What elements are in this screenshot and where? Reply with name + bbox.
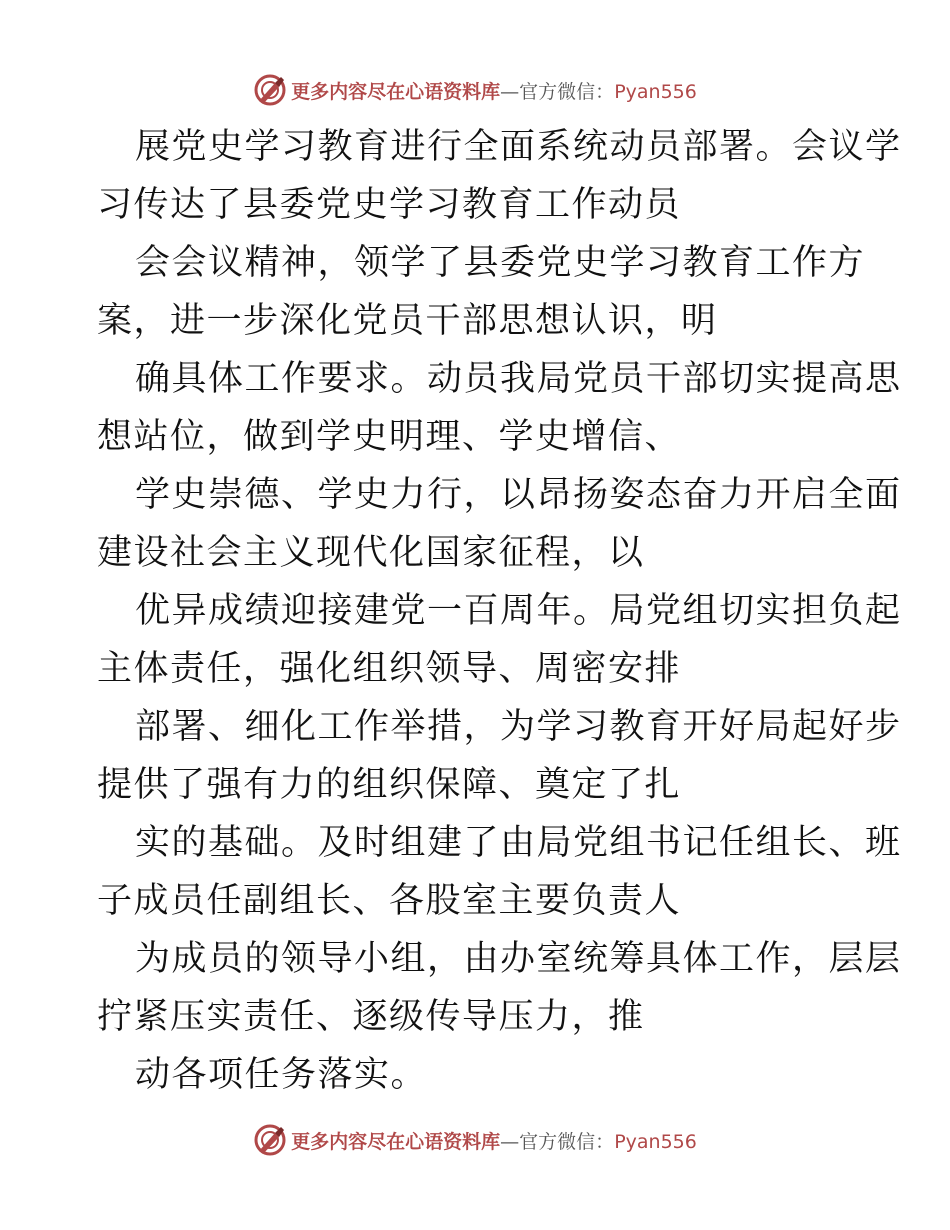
banner-wechat-id: Pyan556 [614, 80, 697, 103]
banner-separator: — [500, 80, 520, 103]
body-line: 展党史学习教育进行全面系统动员部署。会议学 [135, 127, 902, 167]
footer-banner-text [291, 1127, 697, 1154]
body-line: 提供了强有力的组织保障、奠定了扎 [97, 765, 682, 805]
banner-main-text: 更多内容尽在心语资料库 [291, 1130, 501, 1153]
banner-wechat-label: 官方微信： [519, 80, 615, 103]
header-banner-text [291, 77, 697, 104]
banner-separator: — [500, 1130, 520, 1153]
body-line: 优异成绩迎接建党一百周年。局党组切实担负起 [135, 591, 902, 631]
pen-logo-icon [253, 1123, 287, 1157]
body-line: 建设社会主义现代化国家征程，以 [97, 533, 645, 573]
body-line: 想站位，做到学史明理、学史增信、 [97, 417, 682, 457]
body-line: 拧紧压实责任、逐级传导压力，推 [97, 997, 645, 1037]
body-line: 主体责任，强化组织领导、周密安排 [97, 649, 682, 689]
banner-wechat-id: Pyan556 [614, 1130, 697, 1153]
body-line: 会会议精神，领学了县委党史学习教育工作方 [135, 243, 866, 283]
pen-logo-icon [253, 73, 287, 107]
body-line: 子成员任副组长、各股室主要负责人 [97, 881, 682, 921]
banner-wechat-label: 官方微信： [519, 1130, 615, 1153]
body-line: 实的基础。及时组建了由局党组书记任组长、班 [135, 823, 902, 863]
document-body [97, 118, 902, 1104]
body-line: 部署、细化工作举措，为学习教育开好局起好步 [135, 707, 902, 747]
body-line: 案，进一步深化党员干部思想认识，明 [97, 301, 718, 341]
header-banner [0, 70, 950, 110]
body-line: 习传达了县委党史学习教育工作动员 [97, 185, 682, 225]
body-line: 动各项任务落实。 [135, 1055, 428, 1095]
body-line: 确具体工作要求。动员我局党员干部切实提高思 [135, 359, 902, 399]
body-line: 为成员的领导小组，由办室统筹具体工作，层层 [135, 939, 902, 979]
banner-main-text: 更多内容尽在心语资料库 [291, 80, 501, 103]
body-line: 学史崇德、学史力行，以昂扬姿态奋力开启全面 [135, 475, 902, 515]
footer-banner [0, 1120, 950, 1160]
